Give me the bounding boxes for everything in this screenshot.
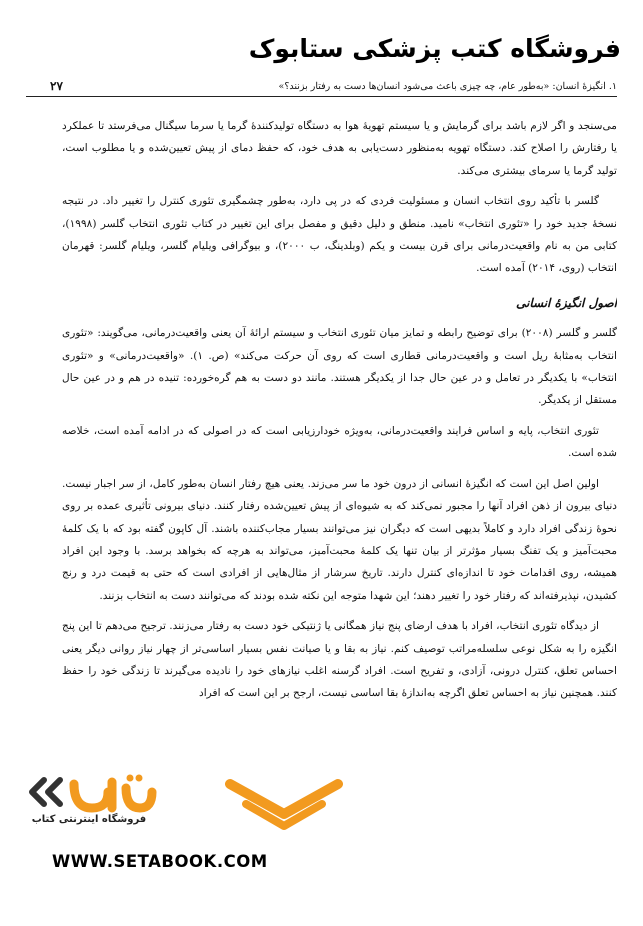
paragraph-5: اولین اصل این است که انگیزهٔ انسانی از درون خود ما سر می‌زند. یعنی هیچ رفتار انسان به‌طور کامل، از سر اجبار نیست. دنیای بیرون از ذهن افراد آنها را مجبور نمی‌کند که به شیوه‌ای از پیش تعیین‌شده رفتار کنند. دنیای بیرونی تأثیری عمده بر روی نحوهٔ زندگی افراد دارد و کاملاً بدیهی است که دیگران نیز می‌توانند بسیار مجاب‌کننده باشند. آل کاپون گفته بود که با یک کلمهٔ محبت‌آمیز و یک تفنگ بسیار مؤثرتر از بیان تنها یک کلمهٔ محبت‌آمیز، می‌تواند به هرچه که بخواهد برسد. با وجود این افراد همیشه، روی اقدامات خود تا اندازه‌ای کنترل دارند. تاریخ سرشار از مثال‌هایی از افرادی است که حتی به قیمت درد و رنج کشیدن، نپذیرفته‌اند که رفتار خود را تغییر دهند؛ این شهدا متوجه این نکته شده بودند که می‌توانند دست به انتخاب بزنند. bbox=[62, 477, 617, 602]
paragraph-3: گلسر و گلسر (۲۰۰۸) برای توضیح رابطه و تمایز میان تئوری انتخاب و سیستم ارائهٔ آن یعنی واقعیت‌درمانی، می‌گویند: «تئوری انتخاب به‌مثابهٔ ریل است و واقعیت‌درمانی قطاری است که روی آن حرکت می‌کند» (ص. ۱). «واقعیت‌درمانی» و «تئوری انتخاب» با یکدیگر در تعامل و در عین حال جدا از یکدیگر هستند. مانند دو دست به هم گره‌خورده: تنیده در هم و در عین حال مستقل از یکدیگر. bbox=[62, 327, 617, 407]
body-text bbox=[62, 115, 617, 825]
chapter-heading: ۱. انگیزهٔ انسان: «به‌طور عام، چه چیزی باعث می‌شود انسان‌ها دست به رفتار بزنند؟» bbox=[278, 81, 617, 92]
paragraph-6: از دیدگاه تئوری انتخاب، افراد با هدف ارضای پنج نیاز همگانی یا ژنتیکی خود دست به رفتار می‌زنند. ترجیح می‌دهم تا این پنج انگیزه را به شکل نوعی سلسله‌مراتب توصیف کنم. نیاز به بقا و یا صیانت نفس بسیار اساسی‌تر از چهار نیاز روانی دیگر یعنی احساس تعلق، کنترل درونی، آزادی، و تفریح است. افراد گرسنه اغلب نیازهای خود را نادیده می‌گیرند تا زندگی خود را حفظ کنند. همچنین نیاز به احساس تعلق اگرچه به‌اندازهٔ بقا اساسی نیست، ارجح بر این است که افراد bbox=[62, 620, 617, 700]
page-number: ۲۷ bbox=[50, 79, 63, 93]
section-heading: اصول انگیزهٔ انسانی bbox=[515, 295, 617, 310]
setabook-logo bbox=[24, 770, 344, 834]
setabook-url: WWW.SETABOOK.COM bbox=[52, 852, 268, 871]
running-head bbox=[26, 80, 617, 97]
paragraph-2: گلسر با تأکید روی انتخاب انسان و مسئولیت فردی که در پی دارد، به‌طور چشمگیری تئوری کنترل را تغییر داد. در نتیجه نسخهٔ جدید خود را «تئوری انتخاب» نامید. منطق و دلیل دقیق و مفصل برای این تغییر در کتاب تئوری انتخاب گلسر (۱۹۹۸)، کتابی من به نام واقعیت‌درمانی برای قرن بیست و یکم (وبلدینگ، ب ۲۰۰۰)، و بیوگرافی ویلیام گلسر، ویلیام گلسر: قهرمان انتخاب (روی، ۲۰۱۴) آمده است. bbox=[62, 195, 617, 275]
setabook-mark-icon bbox=[68, 774, 158, 814]
paragraph-4: تئوری انتخاب، پایه و اساس فرایند واقعیت‌درمانی، به‌ویژه خودارزیابی است که در اصولی که در ادامه آمده است، خلاصه شده است. bbox=[62, 424, 617, 460]
chevrons-icon bbox=[24, 776, 68, 808]
logo-tagline: فروشگاه اینترنتی کتاب bbox=[31, 814, 147, 825]
store-title: فروشگاه کتب پزشکی ستابوک bbox=[248, 34, 621, 63]
paragraph-1: می‌سنجد و اگر لازم باشد برای گرمایش و یا سیستم تهویهٔ هوا به دستگاه تولیدکنندهٔ گرما یا سرما سیگنال می‌فرستد تا عملکرد یا رفتارش را اصلاح کند. دستگاه تهویه به‌منظور دست‌یابی به هدف خود، که حفظ دمای از پیش تعیین‌شده و یا مطلوب است، تولید گرما یا سرمای بیشتری می‌کند. bbox=[62, 120, 617, 177]
open-box-icon bbox=[224, 770, 344, 834]
